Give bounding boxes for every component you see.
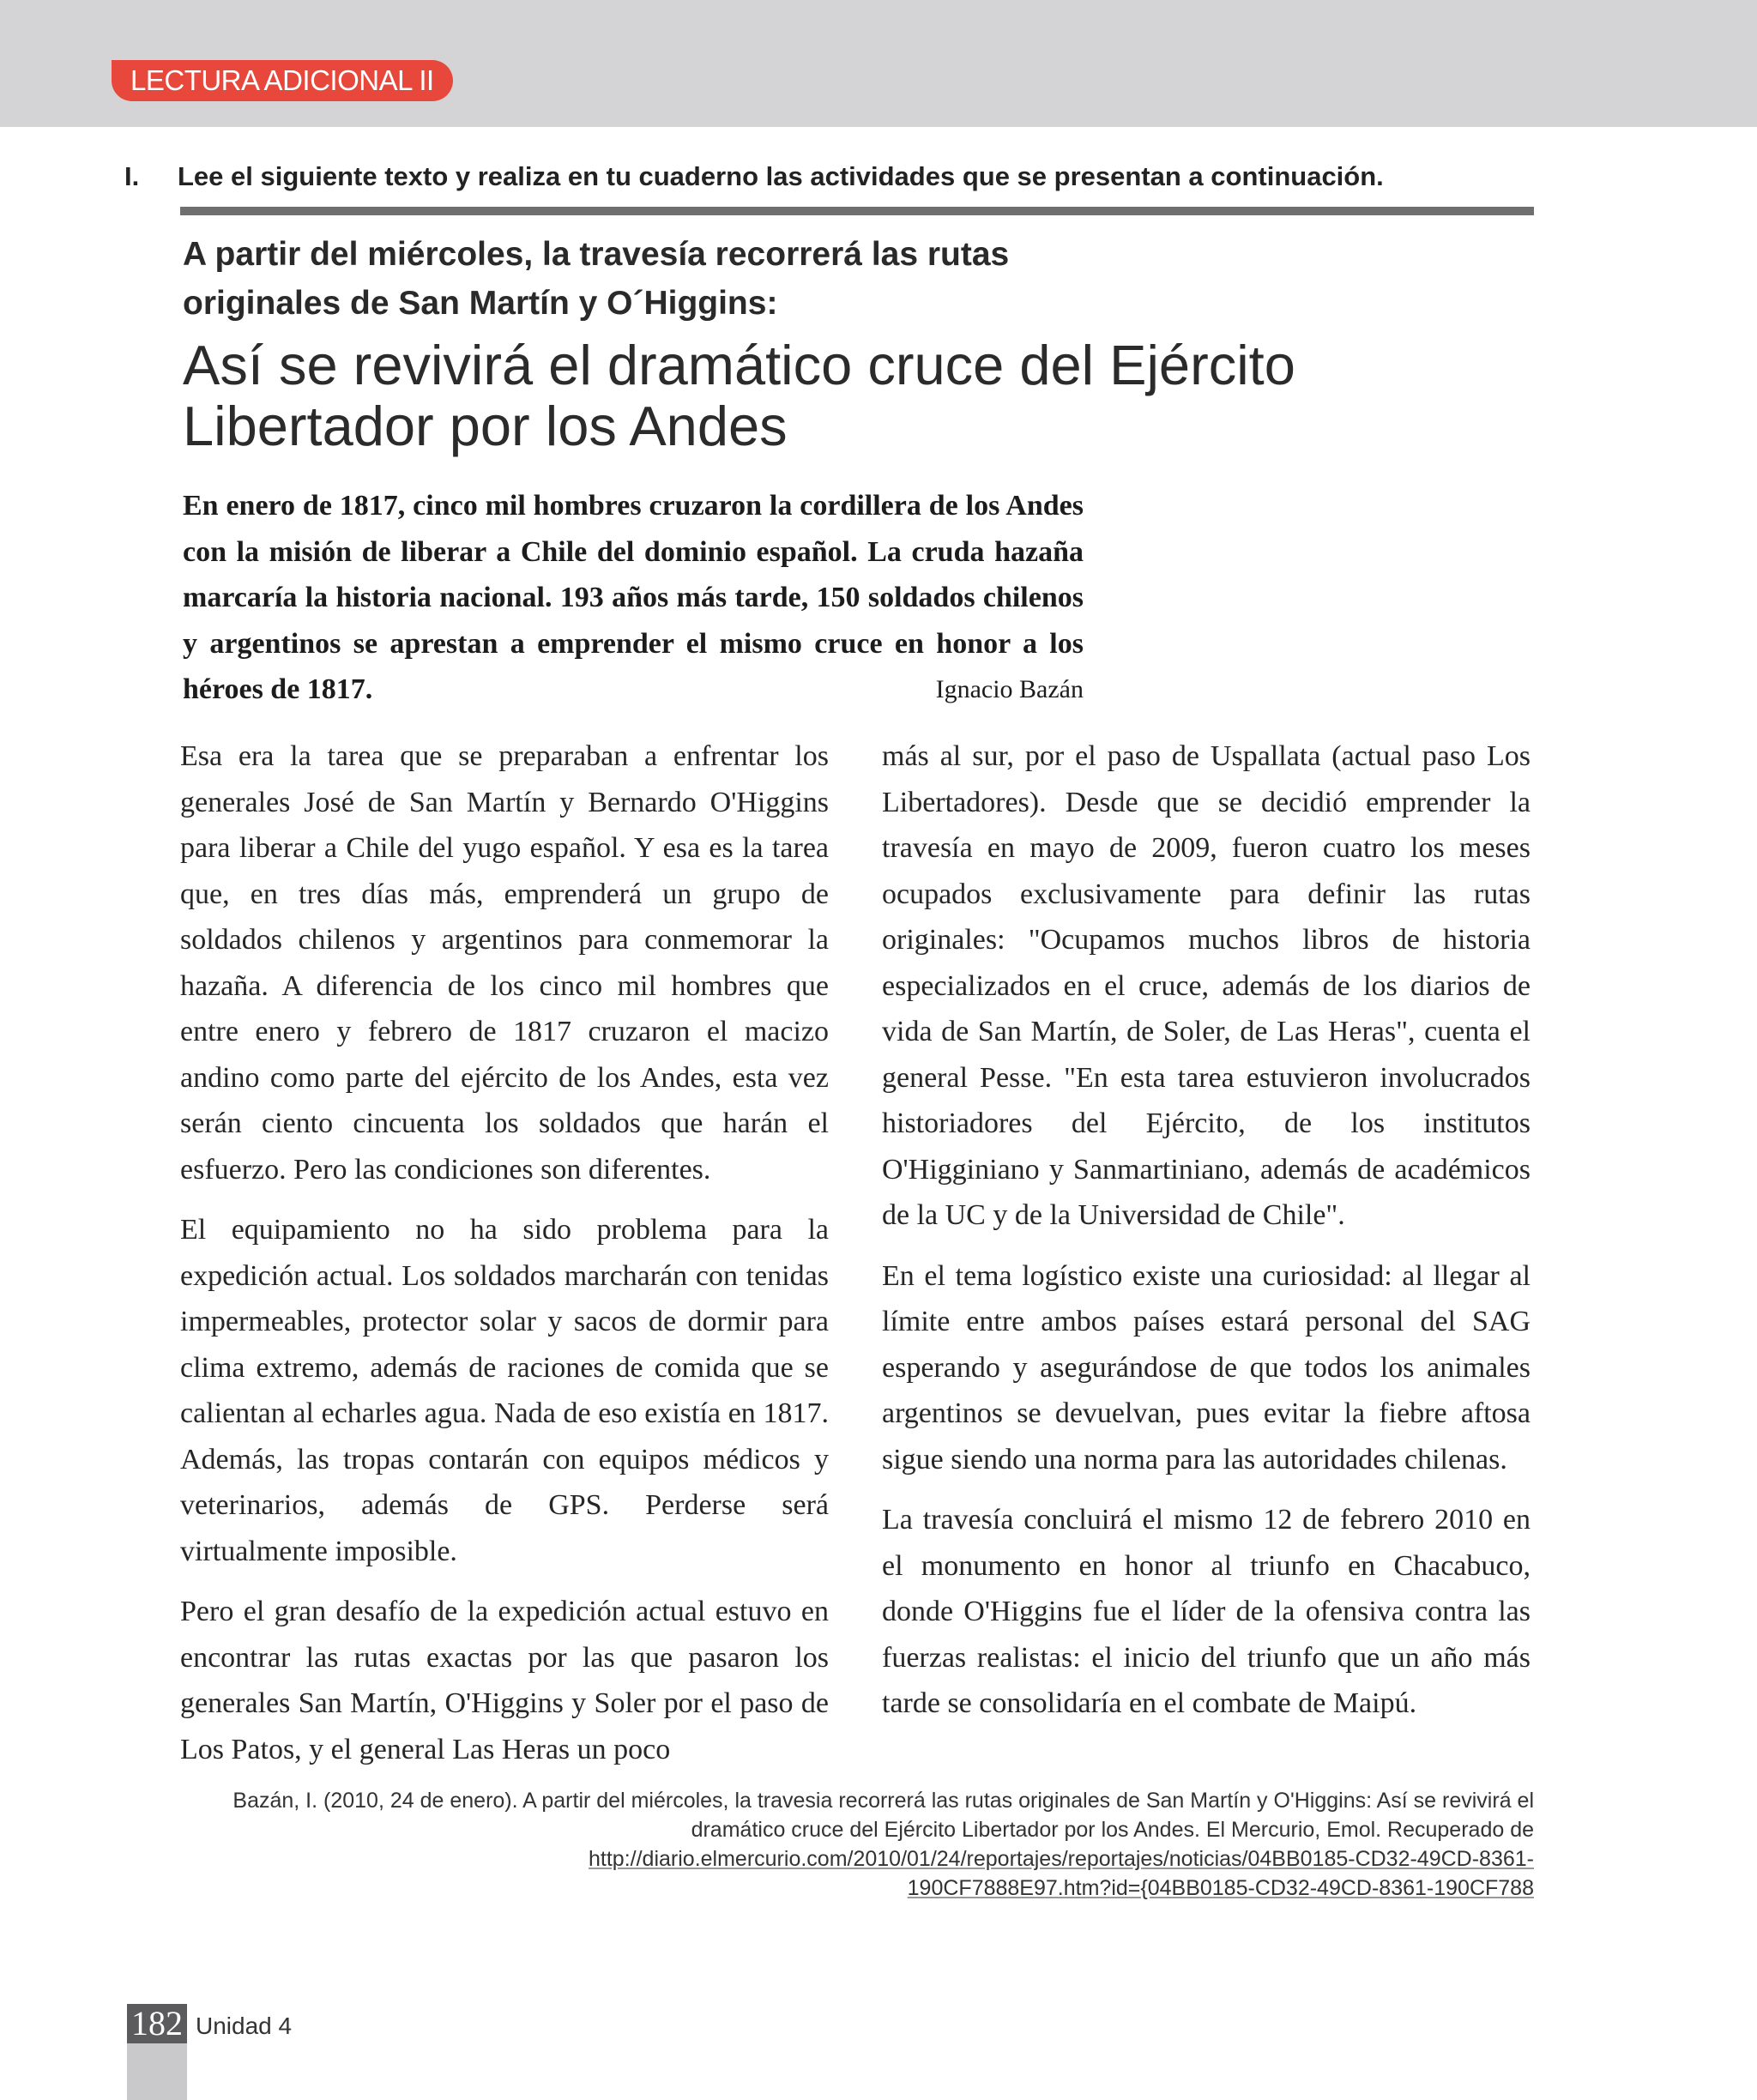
instruction-text: Lee el siguiente texto y realiza en tu cuaderno las actividades que se presentan a continuación.: [178, 161, 1384, 191]
page-number: 182: [127, 2004, 187, 2043]
article-headline: Así se revivirá el dramático cruce del Ejército Libertador por los Andes: [183, 334, 1295, 457]
section-badge: LECTURA ADICIONAL II: [112, 60, 453, 101]
citation-link[interactable]: 190CF7888E97.htm?id={04BB0185-CD32-49CD-8361-190CF788: [907, 1876, 1534, 1900]
paragraph: Pero el gran desafío de la expedición actual estuvo en encontrar las rutas exactas por las que pasaron los generales San Martín, O'Higgins y Soler por el paso de Los Patos, y el general Las Heras un poco: [180, 1596, 829, 1765]
instruction-number: I.: [124, 161, 140, 191]
paragraph: El equipamiento no ha sido problema para la expedición actual. Los soldados marcharán con tenidas impermeables, protector solar y sacos de dormir para clima extremo, además de raciones de comida que se calientan al echarles agua. Nada de eso existía en 1817. Además, las tropas contarán con equipos médicos y veterinarios, además de GPS. Perderse será virtualmente imposible.: [180, 1214, 829, 1567]
author-byline: Ignacio Bazán: [935, 675, 1084, 703]
paragraph: En el tema logístico existe una curiosidad: al llegar al límite entre ambos países estará personal del SAG esperando y asegurándose de que todos los animales argentinos se devuelvan, pues evitar la fiebre aftosa sigue siendo una norma para las autoridades chilenas.: [882, 1259, 1531, 1475]
paragraph: Esa era la tarea que se preparaban a enfrentar los generales José de San Martín y Bernardo O'Higgins para liberar a Chile del yugo español. Y esa es la tarea que, en tres días más, emprenderá un grupo de soldados chilenos y argentinos para conmemorar la hazaña. A diferencia de los cinco mil hombres que entre enero y febrero de 1817 cruzaron el macizo andino como parte del ejército de los Andes, esta vez serán ciento cincuenta los soldados que harán el esfuerzo. Pero las condiciones son diferentes.: [180, 740, 829, 1186]
divider-rule: [180, 207, 1534, 215]
instruction: [124, 160, 1531, 194]
article-lead: [183, 483, 1084, 713]
right-column: [882, 733, 1531, 1741]
paragraph: La travesía concluirá el mismo 12 de febrero 2010 en el monumento en honor al triunfo en Chacabuco, donde O'Higgins fue el líder de la ofensiva contra las fuerzas realistas: el inicio del triunfo que un año más tarde se consolidaría en el combate de Maipú.: [882, 1504, 1531, 1719]
citation-link[interactable]: http://diario.elmercurio.com/2010/01/24/reportajes/reportajes/noticias/04BB0185-CD32-49CD-8361-: [589, 1847, 1534, 1871]
citation-text: Bazán, I. (2010, 24 de enero). A partir del miércoles, la travesia recorrerá las rutas originales de San Martín y O'Higgins: Así se revivirá el dramático cruce del Ejército Libertador por los Andes. El Mercurio, Emol. Recuperado de: [232, 1789, 1534, 1842]
source-citation: [214, 1786, 1534, 1903]
lead-text: En enero de 1817, cinco mil hombres cruzaron la cordillera de los Andes con la misión de liberar a Chile del dominio español. La cruda hazaña marcaría la historia nacional. 193 años más tarde, 150 soldados chilenos y argentinos se aprestan a emprender el mismo cruce en honor a los héroes de 1817.: [183, 490, 1084, 705]
unit-label: Unidad 4: [196, 2012, 293, 2039]
left-column: [180, 733, 829, 1787]
article-kicker: A partir del miércoles, la travesía recorrerá las rutas originales de San Martín y O´Higgins:: [183, 236, 1010, 322]
paragraph: más al sur, por el paso de Uspallata (actual paso Los Libertadores). Desde que se decidió emprender la travesía en mayo de 2009, fueron cuatro los meses ocupados exclusivamente para definir las rutas originales: "Ocupamos muchos libros de historia especializados en el cruce, además de los diarios de vida de San Martín, de Soler, de Las Heras", cuenta el general Pesse. "En esta tarea estuvieron involucrados historiadores del Ejército, de los institutos O'Higginiano y Sanmartiniano, además de académicos de la UC y de la Universidad de Chile".: [882, 740, 1531, 1231]
